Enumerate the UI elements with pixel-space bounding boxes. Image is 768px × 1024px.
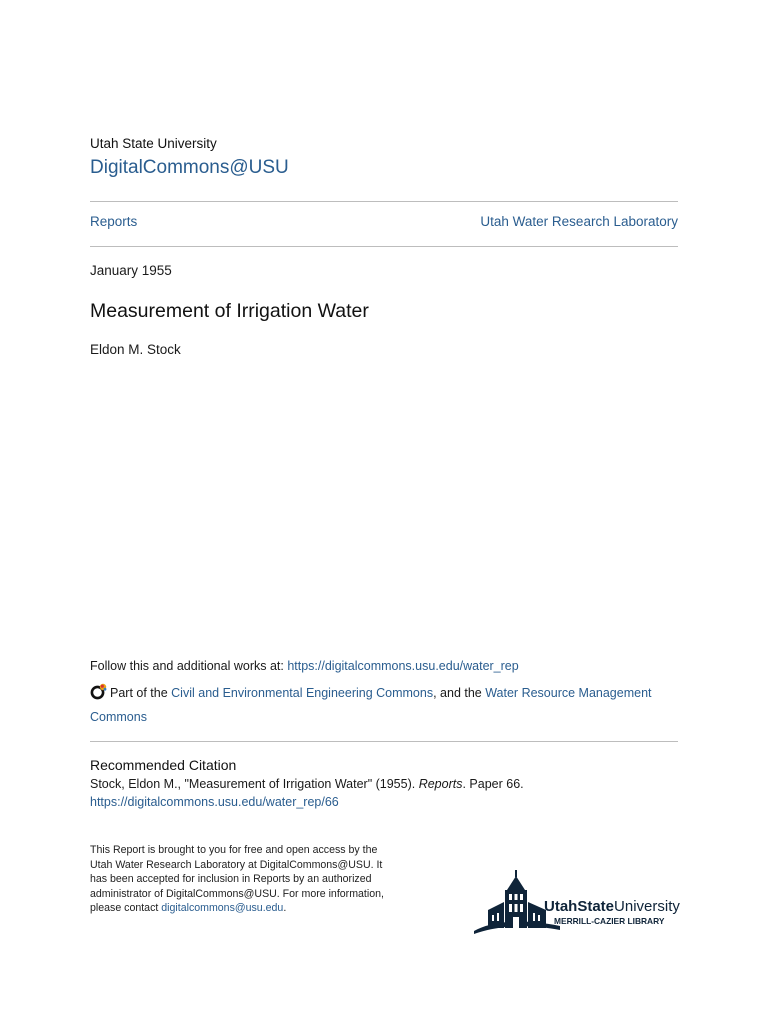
part-of-prefix: Part of the <box>110 686 172 700</box>
divider-nav <box>90 246 678 247</box>
citation-text <box>90 777 524 791</box>
logo-subtitle: MERRILL-CAZIER LIBRARY <box>554 916 665 926</box>
follow-prefix: Follow this and additional works at: <box>90 659 288 673</box>
citation-after: . Paper 66. <box>462 777 524 791</box>
divider-citation <box>90 741 678 742</box>
civil-env-engineering-commons-link[interactable]: Civil and Environmental Engineering Commons <box>171 686 434 700</box>
citation-series: Reports <box>418 777 463 791</box>
part-of-line <box>90 683 680 728</box>
commons-network-icon <box>90 683 108 707</box>
contact-email-link[interactable]: digitalcommons@usu.edu <box>161 902 284 915</box>
usu-library-logo <box>474 870 684 934</box>
author-name: Eldon M. Stock <box>90 342 181 357</box>
logo-name-bold: UtahState <box>544 898 615 915</box>
document-title: Measurement of Irrigation Water <box>90 300 369 322</box>
water-resource-management-commons-link[interactable]: Water Resource Management Commons <box>90 686 652 724</box>
access-notice <box>90 843 390 916</box>
svg-text:UtahStateUniversity <box>544 898 680 915</box>
notice-text: This Report is brought to you for free and open access by the Utah Water Research Laboratory at DigitalCommons@USU. It has been accepted for inclusion in Reports by an authorized administrator of DigitalCommons@USU. For more information, please contact <box>90 844 384 915</box>
library-building-icon <box>474 870 684 934</box>
repository-link[interactable]: DigitalCommons@USU <box>90 157 289 178</box>
publication-date: January 1955 <box>90 263 172 278</box>
citation-heading: Recommended Citation <box>90 757 237 773</box>
notice-end: . <box>283 902 287 915</box>
follow-line <box>90 659 519 673</box>
institution-name: Utah State University <box>90 136 217 151</box>
unit-link[interactable]: Utah Water Research Laboratory <box>480 214 678 229</box>
collection-link[interactable]: Reports <box>90 214 138 229</box>
citation-url-link[interactable]: https://digitalcommons.usu.edu/water_rep/66 <box>90 795 339 809</box>
part-of-middle: , and the <box>433 686 486 700</box>
follow-url-link[interactable]: https://digitalcommons.usu.edu/water_rep <box>287 659 519 673</box>
logo-name-light: University <box>614 898 680 915</box>
divider-top <box>90 201 678 202</box>
citation-before: Stock, Eldon M., "Measurement of Irrigation Water" (1955). <box>90 777 419 791</box>
